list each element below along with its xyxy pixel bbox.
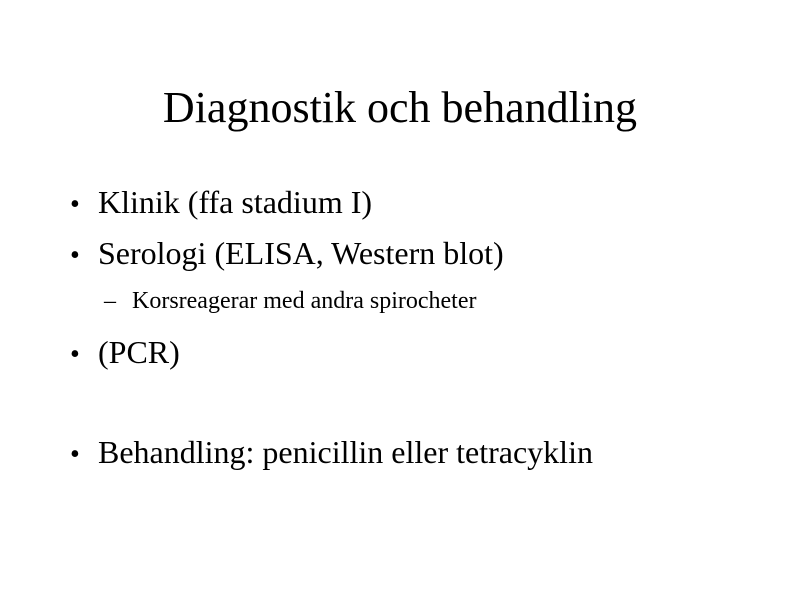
bullet-item	[70, 182, 372, 225]
bullet-text: Serologi (ELISA, Western blot)	[98, 235, 504, 271]
sub-bullet-marker: –	[104, 288, 116, 314]
bullet-text: Klinik (ffa stadium I)	[98, 184, 373, 220]
bullet-item	[70, 332, 180, 375]
slide-title: Diagnostik och behandling	[162, 83, 638, 132]
bullet-text: (PCR)	[98, 334, 180, 370]
bullet-item	[70, 432, 593, 475]
bullet-text: Behandling: penicillin eller tetracyklin	[98, 434, 593, 470]
bullet-marker: •	[70, 189, 80, 220]
bullet-marker: •	[70, 339, 80, 370]
bullet-marker: •	[70, 240, 80, 271]
sub-bullet-text: Korsreagerar med andra spirocheter	[132, 288, 477, 314]
bullet-marker: •	[70, 439, 80, 470]
sub-bullet-item	[104, 286, 476, 316]
bullet-item	[70, 233, 504, 276]
